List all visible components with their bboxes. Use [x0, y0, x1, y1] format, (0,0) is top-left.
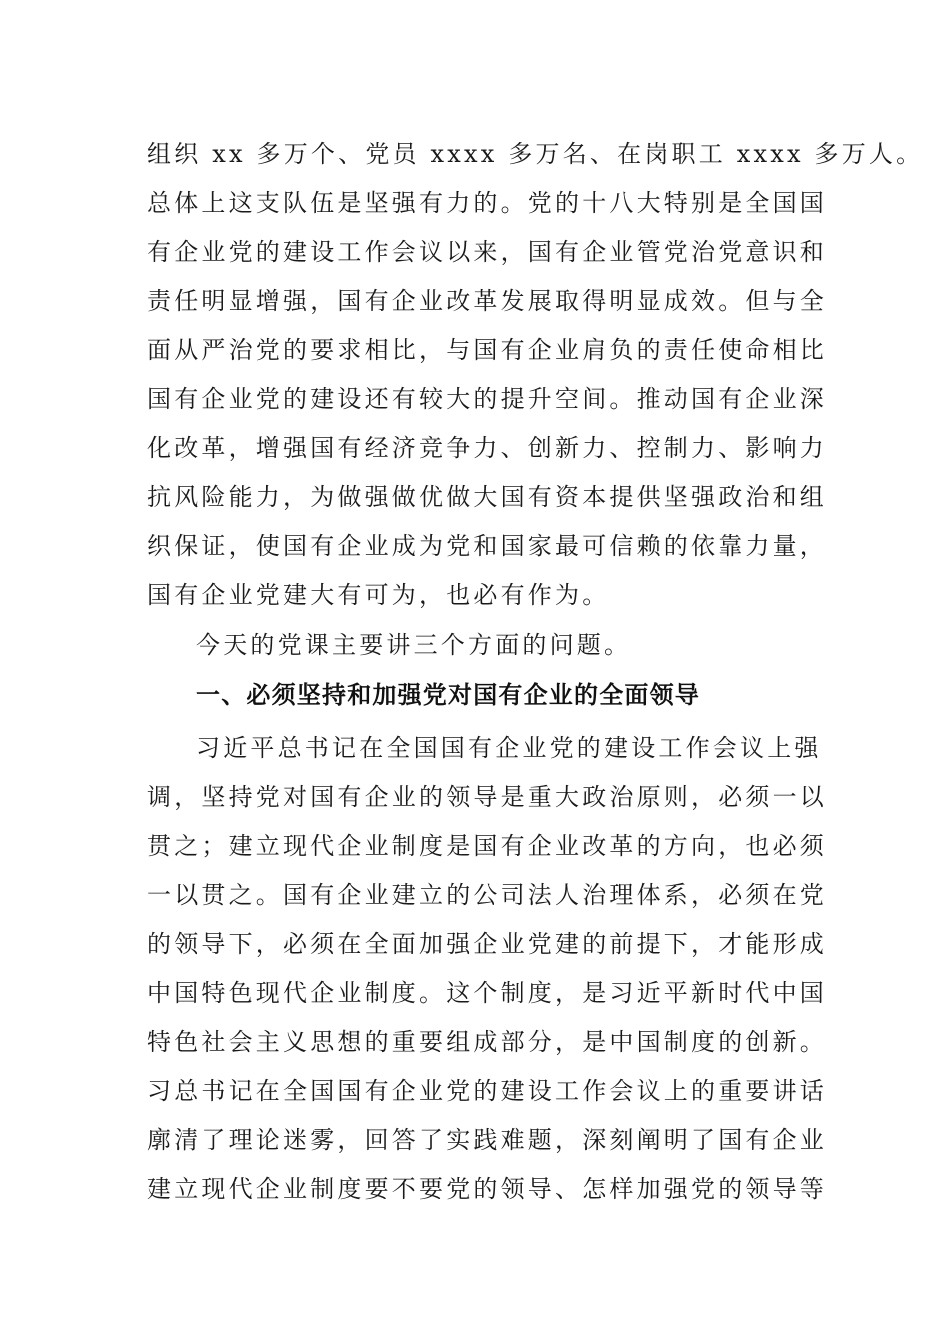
text-line: 抗风险能力，为做强做优做大国有资本提供坚强政治和组 — [147, 483, 827, 511]
text-line: 特色社会主义思想的重要组成部分，是中国制度的创新。 — [147, 1028, 827, 1056]
text-line: 一以贯之。国有企业建立的公司法人治理体系，必须在党 — [147, 881, 827, 909]
text-line: 织保证，使国有企业成为党和国家最可信赖的依靠力量， — [147, 532, 827, 560]
text-line: 面从严治党的要求相比，与国有企业肩负的责任使命相比 — [147, 336, 827, 364]
text-line: 习总书记在全国国有企业党的建设工作会议上的重要讲话 — [147, 1077, 827, 1105]
text-line: 廓清了理论迷雾，回答了实践难题，深刻阐明了国有企业 — [147, 1126, 827, 1154]
text-line: 责任明显增强，国有企业改革发展取得明显成效。但与全 — [147, 287, 827, 315]
text-line: 习近平总书记在全国国有企业党的建设工作会议上强 — [196, 734, 822, 762]
text-line: 调，坚持党对国有企业的领导是重大政治原则，必须一以 — [147, 783, 827, 811]
text-line: 有企业党的建设工作会议以来，国有企业管党治党意识和 — [147, 238, 827, 266]
text-line: 组织 xx 多万个、党员 xxxx 多万名、在岗职工 xxxx 多万人。 — [147, 140, 924, 168]
text-line: 建立现代企业制度要不要党的领导、怎样加强党的领导等 — [147, 1175, 827, 1203]
text-line: 总体上这支队伍是坚强有力的。党的十八大特别是全国国 — [147, 189, 827, 217]
section-heading: 一、必须坚持和加强党对国有企业的全面领导 — [196, 681, 700, 709]
text-line: 国有企业党的建设还有较大的提升空间。推动国有企业深 — [147, 385, 827, 413]
text-line: 贯之；建立现代企业制度是国有企业改革的方向，也必须 — [147, 832, 827, 860]
text-line: 今天的党课主要讲三个方面的问题。 — [196, 631, 632, 659]
text-line: 中国特色现代企业制度。这个制度，是习近平新时代中国 — [147, 979, 827, 1007]
text-line: 的领导下，必须在全面加强企业党建的前提下，才能形成 — [147, 930, 827, 958]
text-line: 化改革，增强国有经济竞争力、创新力、控制力、影响力 — [147, 434, 827, 462]
text-line: 国有企业党建大有可为，也必有作为。 — [147, 581, 610, 609]
